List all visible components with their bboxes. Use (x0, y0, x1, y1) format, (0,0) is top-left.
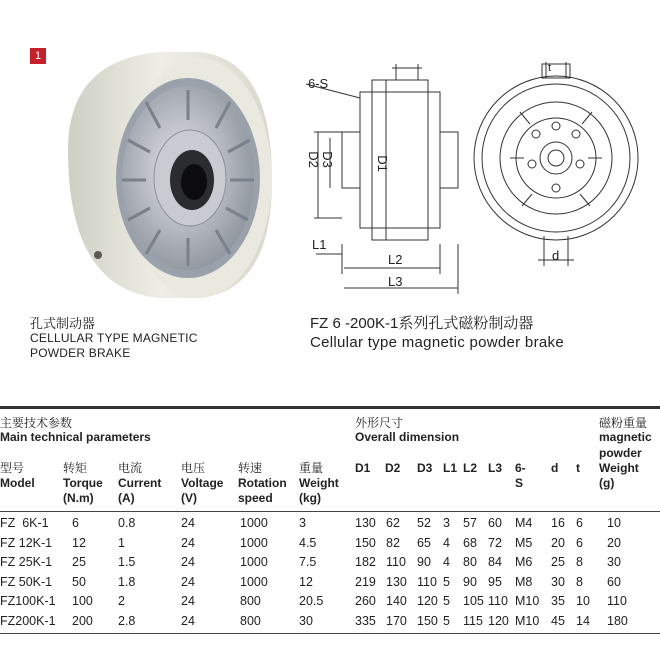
cell-weight: 7.5 (299, 555, 317, 569)
cell-current: 1.8 (118, 574, 136, 589)
cell-l2: 68 (463, 535, 477, 550)
cell-d: 45 (551, 613, 565, 628)
col-l1: L1 (443, 461, 458, 475)
col-d: d (551, 461, 559, 475)
cell-l1: 5 (443, 574, 450, 589)
label-l2: L2 (388, 252, 403, 267)
cell-rotation: 800 (240, 594, 261, 608)
cell-d2: 82 (386, 535, 400, 550)
cell-d3: 65 (417, 535, 431, 550)
cell-d3: 90 (417, 555, 431, 569)
drawing-title-en: Cellular type magnetic powder brake (310, 334, 564, 351)
cell-d: 25 (551, 555, 565, 569)
cell-current: 1.5 (118, 555, 136, 569)
cell-l1: 4 (443, 555, 450, 569)
cell-rotation: 800 (240, 613, 261, 628)
cell-l1: 5 (443, 613, 450, 628)
cell-t: 8 (576, 574, 583, 589)
front-view-drawing (470, 60, 650, 280)
col-d2: D2 (385, 461, 401, 475)
cell-t: 6 (576, 516, 583, 530)
cell-current: 0.8 (118, 516, 136, 530)
cell-d3: 52 (417, 516, 431, 530)
cell-l2: 80 (463, 555, 477, 569)
col-current: 电流 Current (A) (118, 461, 162, 505)
cell-l1: 5 (443, 594, 450, 608)
cell-current: 2.8 (118, 613, 136, 628)
cell-torque: 100 (72, 594, 93, 608)
cell-d3: 150 (417, 613, 438, 628)
cell-rotation: 1000 (240, 555, 268, 569)
cell-d2: 170 (386, 613, 407, 628)
cell-s: M6 (515, 555, 533, 569)
cell-weight: 30 (299, 613, 313, 628)
cell-model: FZ 12K-1 (0, 535, 53, 550)
cell-d2: 140 (386, 594, 407, 608)
cell-l3: 110 (488, 594, 508, 608)
cell-s: M10 (515, 594, 540, 608)
cell-voltage: 24 (181, 574, 195, 589)
table-row (0, 575, 660, 594)
cell-l3: 120 (488, 613, 509, 628)
cell-weight: 3 (299, 516, 306, 530)
cell-d: 30 (551, 574, 565, 589)
cell-rotation: 1000 (240, 535, 268, 550)
table-row (0, 516, 660, 535)
col-weight: 重量 Weight (kg) (299, 461, 339, 505)
cell-l2: 90 (463, 574, 477, 589)
cell-current: 2 (118, 594, 125, 608)
label-l3: L3 (388, 274, 403, 289)
cell-current: 1 (118, 535, 125, 550)
cell-l2: 105 (463, 594, 484, 608)
cell-weight: 4.5 (299, 535, 317, 550)
table-row (0, 536, 660, 555)
cell-model: FZ 50K-1 (0, 574, 53, 589)
overall-dimension-header: 外形尺寸 Overall dimension (355, 416, 460, 444)
cell-torque: 25 (72, 555, 86, 569)
cell-voltage: 24 (181, 516, 195, 530)
cell-t: 6 (576, 535, 583, 550)
cell-l1: 4 (443, 535, 450, 550)
cell-model: FZ 25K-1 (0, 555, 53, 569)
cell-weight: 12 (299, 574, 313, 589)
cell-powder: 30 (607, 555, 621, 569)
col-d3: D3 (417, 461, 433, 475)
cell-l3: 72 (488, 535, 502, 550)
cell-t: 8 (576, 555, 583, 569)
cell-t: 10 (576, 594, 590, 608)
cell-s: M5 (515, 535, 533, 550)
table-row (0, 555, 660, 574)
col-t: t (576, 461, 580, 475)
powder-weight-header: 磁粉重量 magnetic (599, 416, 652, 444)
cell-l2: 115 (463, 613, 483, 628)
cell-d: 20 (551, 535, 565, 550)
cell-d2: 130 (386, 574, 407, 589)
cell-powder: 180 (607, 613, 628, 628)
cell-s: M10 (515, 613, 540, 628)
col-voltage: 电压 Voltage (V) (181, 461, 224, 505)
cell-d2: 62 (386, 516, 400, 530)
cell-l3: 84 (488, 555, 502, 569)
cell-torque: 12 (72, 535, 86, 550)
cell-voltage: 24 (181, 555, 195, 569)
label-6s: 6-S (308, 76, 329, 91)
cell-model: FZ 6K-1 (0, 516, 49, 530)
cell-torque: 6 (72, 516, 79, 530)
brake-product-illustration (40, 40, 280, 300)
cell-rotation: 1000 (240, 574, 268, 589)
label-d1: D1 (374, 155, 390, 172)
label-t: t (548, 62, 552, 74)
cell-l1: 3 (443, 516, 450, 530)
cell-d1: 260 (355, 594, 376, 608)
cell-d: 35 (551, 594, 565, 608)
cell-d1: 335 (355, 613, 376, 628)
label-l1: L1 (312, 237, 327, 252)
figure-number-badge: 1 (30, 48, 46, 64)
cell-powder: 10 (607, 516, 621, 530)
cell-model: FZ100K-1 (0, 594, 56, 608)
cell-powder: 60 (607, 574, 621, 589)
col-6s: 6-S (515, 461, 526, 490)
label-d3: D3 (319, 151, 335, 168)
cell-voltage: 24 (181, 594, 195, 608)
col-powder-weight: powder Weight (g) (599, 446, 642, 490)
cell-d1: 150 (355, 535, 376, 550)
cell-torque: 50 (72, 574, 86, 589)
cell-d3: 120 (417, 594, 438, 608)
cell-d1: 182 (355, 555, 376, 569)
col-rotation: 转速 Rotation speed (238, 461, 287, 505)
col-l3: L3 (488, 461, 503, 475)
cell-d2: 110 (386, 555, 406, 569)
cell-powder: 110 (607, 594, 627, 608)
col-d1: D1 (355, 461, 371, 475)
main-params-header: 主要技术参数 Main technical parameters (0, 416, 151, 444)
spec-table-body (0, 516, 660, 634)
cell-torque: 200 (72, 613, 93, 628)
cell-rotation: 1000 (240, 516, 268, 530)
drawing-title-cn: FZ 6 -200K-1系列孔式磁粉制动器 (310, 315, 534, 332)
table-row (0, 594, 660, 613)
cell-voltage: 24 (181, 613, 195, 628)
table-bottom-line (0, 633, 660, 634)
col-model: 型号 Model (0, 461, 35, 490)
cell-d3: 110 (417, 574, 437, 589)
cell-t: 14 (576, 613, 590, 628)
section-divider (0, 406, 660, 409)
col-l2: L2 (463, 461, 478, 475)
product-caption-en-line2: POWDER BRAKE (30, 346, 131, 360)
cell-l3: 95 (488, 574, 502, 589)
product-caption-cn: 孔式制动器 (30, 316, 96, 331)
product-caption-en-line1: CELLULAR TYPE MAGNETIC (30, 331, 198, 345)
cell-s: M8 (515, 574, 533, 589)
cell-s: M4 (515, 516, 533, 530)
cell-d: 16 (551, 516, 565, 530)
table-row (0, 614, 660, 633)
cell-l2: 57 (463, 516, 477, 530)
table-top-line (0, 511, 660, 512)
cell-weight: 20.5 (299, 594, 324, 608)
cell-d1: 219 (355, 574, 376, 589)
cell-l3: 60 (488, 516, 502, 530)
col-torque: 转矩 Torque (N.m) (63, 461, 103, 505)
cell-voltage: 24 (181, 535, 195, 550)
cell-d1: 130 (355, 516, 376, 530)
cell-model: FZ200K-1 (0, 613, 56, 628)
cell-powder: 20 (607, 535, 621, 550)
label-d-bore: d (552, 248, 560, 263)
label-d2: D2 (305, 151, 321, 168)
